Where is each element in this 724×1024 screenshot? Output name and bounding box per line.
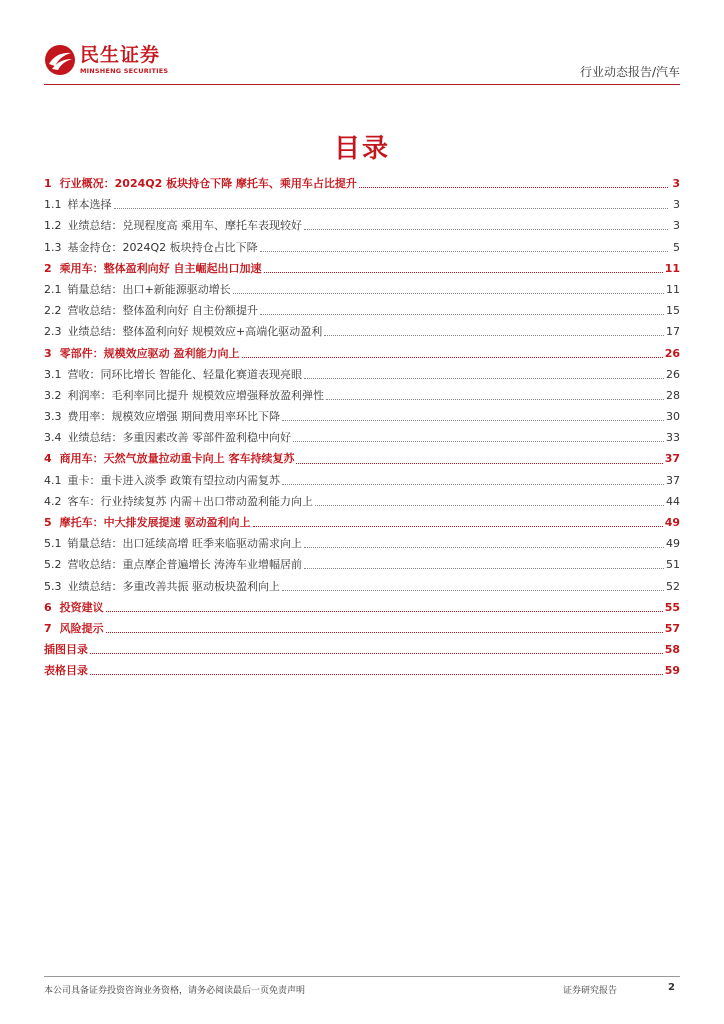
toc-entry-label: 销量总结：出口延续高增 旺季来临驱动需求向上	[67, 537, 302, 551]
toc-entry-number: 3	[44, 346, 52, 360]
toc-entry[interactable]	[44, 512, 680, 533]
toc-entry[interactable]	[44, 385, 680, 406]
toc-entry-label: 业绩总结：兑现程度高 乘用车、摩托车表现较好	[67, 219, 302, 233]
toc-entry[interactable]	[44, 597, 680, 618]
toc-leader-dots	[264, 272, 663, 273]
toc-entry-label: 商用车：天然气放量拉动重卡向上 客车持续复苏	[59, 452, 295, 466]
toc-leader-dots	[296, 463, 662, 464]
toc-entry-label: 样本选择	[67, 198, 112, 212]
toc-entry-number: 6	[44, 600, 52, 614]
toc-entry-page: 3	[672, 177, 680, 190]
toc-entry-number: 3.1	[44, 367, 62, 381]
toc-entry-number: 3.4	[44, 431, 62, 445]
toc-entry-number: 2.2	[44, 304, 62, 318]
toc-entry-page: 49	[664, 516, 680, 529]
toc-entry-label: 风险提示	[59, 621, 104, 635]
toc-entry-page: 49	[666, 537, 680, 551]
toc-entry-number: 4.1	[44, 473, 62, 487]
toc-entry-label: 业绩总结：多重改善共振 驱动板块盈利向上	[67, 579, 280, 593]
toc-entry-page: 37	[666, 473, 680, 487]
toc-entry[interactable]	[44, 364, 680, 385]
toc-entry[interactable]	[44, 194, 680, 215]
toc-leader-dots	[242, 357, 663, 358]
toc-entry-page: 11	[664, 261, 680, 275]
toc-entry-label: 营收总结：整体盈利向好 自主份额提升	[67, 304, 258, 318]
toc-entry-label: 业绩总结：整体盈利向好 规模效应+高端化驱动盈利	[67, 325, 323, 339]
brand-name-en: MINSHENG SECURITIES	[80, 67, 169, 75]
toc-leader-dots	[315, 505, 664, 506]
page-number: 2	[668, 982, 675, 993]
toc-entry-label: 营收：同环比增长 智能化、轻量化赛道表现亮眼	[67, 367, 302, 381]
toc-entry-page: 3	[673, 198, 680, 212]
toc-leader-dots	[90, 674, 663, 675]
toc-entry-label: 业绩总结：多重因素改善 零部件盈利稳中向好	[67, 431, 291, 445]
toc-entry-label: 乘用车：整体盈利向好 自主崛起出口加速	[59, 261, 262, 275]
toc-leader-dots	[304, 378, 664, 379]
toc-entry[interactable]	[44, 639, 680, 660]
toc-entry-page: 30	[666, 410, 680, 424]
toc-entry[interactable]	[44, 618, 680, 639]
toc-entry-label: 摩托车：中大排发展提速 驱动盈利向上	[59, 516, 251, 529]
toc-entry-page: 51	[666, 558, 680, 572]
toc-leader-dots	[260, 251, 668, 252]
toc-entry[interactable]	[44, 448, 680, 469]
toc-entry-page: 3	[673, 219, 680, 233]
toc-entry-page: 15	[666, 304, 680, 318]
toc-entry-page: 52	[666, 579, 680, 593]
toc-entry-label: 费用率：规模效应增强 期间费用率环比下降	[67, 410, 280, 424]
toc-entry[interactable]	[44, 576, 680, 597]
toc-leader-dots	[326, 399, 664, 400]
toc-entry-number: 5	[44, 516, 52, 529]
toc-entry-number: 3.3	[44, 410, 62, 424]
report-type: 行业动态报告/汽车	[579, 65, 680, 79]
toc-entry[interactable]	[44, 533, 680, 554]
toc-entry-number: 4.2	[44, 494, 62, 508]
toc-entry[interactable]	[44, 427, 680, 448]
toc-entry-label: 利润率：毛利率同比提升 规模效应增强释放盈利弹性	[67, 388, 324, 402]
toc-entry[interactable]	[44, 215, 680, 236]
toc-entry-label: 插图目录	[44, 643, 88, 657]
toc-entry-page: 59	[664, 664, 680, 678]
toc-entry[interactable]	[44, 554, 680, 575]
toc-entry[interactable]	[44, 470, 680, 491]
toc-entry-label: 表格目录	[44, 664, 88, 678]
table-of-contents	[44, 173, 680, 682]
toc-entry-number: 2.3	[44, 325, 62, 339]
toc-entry-label: 销量总结：出口+新能源驱动增长	[67, 282, 231, 296]
toc-entry[interactable]	[44, 279, 680, 300]
footer-label: 证券研究报告	[563, 986, 618, 996]
toc-entry-label: 客车：行业持续复苏 内需＋出口带动盈利能力向上	[67, 494, 313, 508]
toc-entry-page: 28	[666, 388, 680, 402]
toc-entry-page: 11	[666, 282, 680, 296]
toc-entry[interactable]	[44, 258, 680, 279]
toc-entry-label: 行业概况：2024Q2 板块持仓下降 摩托车、乘用车占比提升	[59, 177, 357, 190]
toc-leader-dots	[114, 208, 669, 209]
toc-entry[interactable]	[44, 660, 680, 681]
toc-entry-number: 2.1	[44, 282, 62, 296]
toc-entry-number: 3.2	[44, 388, 62, 402]
toc-entry-label: 重卡：重卡进入淡季 政策有望拉动内需复苏	[67, 473, 280, 487]
toc-entry[interactable]	[44, 321, 680, 342]
toc-entry-label: 零部件：规模效应驱动 盈利能力向上	[59, 346, 240, 360]
toc-leader-dots	[324, 335, 664, 336]
toc-entry-page: 58	[664, 643, 680, 657]
toc-leader-dots	[260, 314, 664, 315]
toc-entry[interactable]	[44, 406, 680, 427]
toc-entry-number: 1.1	[44, 198, 62, 212]
toc-entry-label: 投资建议	[59, 600, 104, 614]
toc-entry[interactable]	[44, 343, 680, 364]
toc-entry-page: 44	[666, 494, 680, 508]
toc-entry-page: 17	[666, 325, 680, 339]
toc-leader-dots	[282, 484, 664, 485]
toc-leader-dots	[359, 187, 668, 188]
toc-entry-label: 基金持仓：2024Q2 板块持仓占比下降	[67, 240, 258, 254]
toc-leader-dots	[304, 547, 664, 548]
toc-entry[interactable]	[44, 237, 680, 258]
toc-entry-page: 26	[664, 346, 680, 360]
toc-leader-dots	[106, 611, 663, 612]
toc-leader-dots	[293, 441, 664, 442]
toc-entry-page: 33	[666, 431, 680, 445]
toc-entry[interactable]	[44, 173, 680, 194]
toc-entry-page: 5	[673, 240, 680, 254]
toc-leader-dots	[90, 653, 663, 654]
toc-entry-page: 57	[664, 621, 680, 635]
page-header	[0, 0, 724, 90]
toc-title: 目录	[333, 134, 390, 164]
toc-entry-page: 26	[666, 367, 680, 381]
toc-leader-dots	[304, 568, 664, 569]
footer-disclaimer: 本公司具备证券投资咨询业务资格，请务必阅读最后一页免责声明	[44, 986, 306, 996]
toc-entry[interactable]	[44, 491, 680, 512]
toc-entry-number: 1	[44, 177, 52, 190]
toc-entry-page: 37	[664, 452, 680, 466]
toc-entry-label: 营收总结：重点摩企普遍增长 涛涛车业增幅居前	[67, 558, 302, 572]
footer-divider	[44, 976, 680, 977]
toc-leader-dots	[253, 526, 663, 527]
toc-entry-number: 5.2	[44, 558, 62, 572]
toc-entry-number: 7	[44, 621, 52, 635]
toc-entry-number: 1.2	[44, 219, 62, 233]
minsheng-logo-icon	[44, 44, 76, 76]
toc-entry-number: 4	[44, 452, 52, 466]
toc-entry[interactable]	[44, 300, 680, 321]
toc-entry-number: 5.1	[44, 537, 62, 551]
toc-leader-dots	[282, 590, 664, 591]
toc-leader-dots	[304, 229, 668, 230]
toc-leader-dots	[233, 293, 664, 294]
toc-leader-dots	[282, 420, 664, 421]
header-divider	[44, 84, 680, 85]
toc-entry-number: 5.3	[44, 579, 62, 593]
toc-entry-page: 55	[664, 600, 680, 614]
toc-entry-number: 1.3	[44, 240, 62, 254]
brand-name-cn: 民生证券	[80, 44, 161, 66]
minsheng-logo	[44, 44, 184, 78]
toc-entry-number: 2	[44, 261, 52, 275]
toc-leader-dots	[106, 632, 663, 633]
